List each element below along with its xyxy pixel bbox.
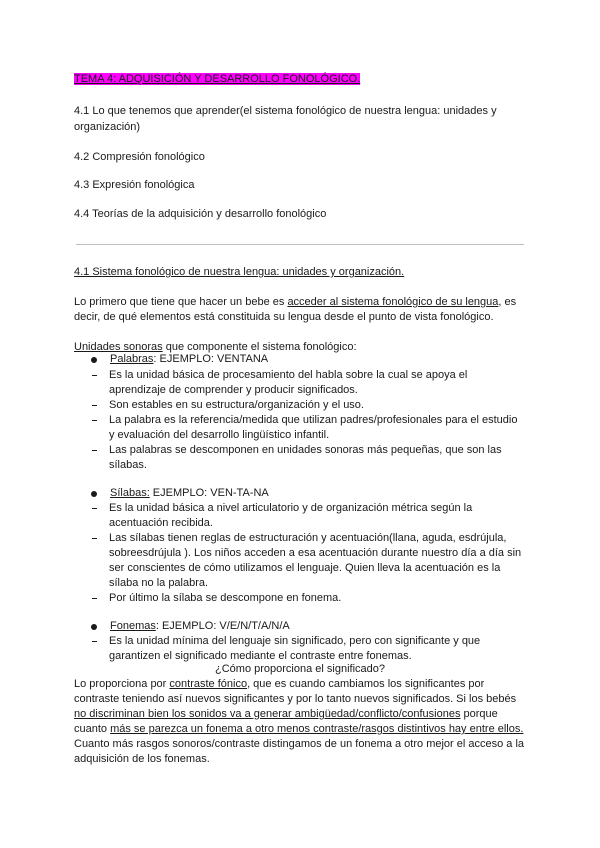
final-text-a: Lo proporciona por [74, 678, 170, 690]
silabas-heading [110, 486, 269, 501]
silabas-item-1-line-1: Es la unidad básica a nivel articulatorio y de organización métrica según la [109, 502, 473, 514]
fonemas-example: : EJEMPLO: V/E/N/T/A/N/A [155, 620, 290, 632]
palabras-item-4-line-2: sílabas. [109, 459, 147, 471]
bullet-dot [91, 357, 97, 363]
dash-marker [92, 375, 97, 376]
units-rest: que componente el sistema fonológico: [162, 341, 357, 353]
palabras-item-4-line-1: Las palabras se descomponen en unidades sonoras más pequeñas, que son las [109, 444, 502, 456]
palabras-item-3-line-2: y evaluación del desarrollo lingüístico infantil. [109, 429, 330, 441]
fonemas-item-1-line-2: garantizen el significado mediante el contraste entre fonemas. [109, 650, 412, 662]
dash-marker [92, 538, 97, 539]
palabras-heading [110, 352, 268, 367]
silabas-item-3: Por último la sílaba se descompone en fonema. [109, 592, 342, 604]
fonemas-item-1-line-1: Es la unidad mínima del lenguaje sin significado, pero con significante y que [109, 635, 481, 647]
bullet-dot [91, 491, 97, 497]
silabas-item-2-line-1: Las sílabas tienen reglas de estructuración y acentuación(llana, aguda, esdrújula, [109, 532, 507, 544]
title-text: TEMA 4: ADQUISICIÓN Y DESARROLLO FONOLÓGICO. [74, 73, 361, 85]
silabas-item-2-line-2: sobreesdrújula ). Los niños acceden a esa acentuación durante nuestro día a día sin [109, 547, 522, 559]
bullet-dot [91, 624, 97, 630]
dash-marker [92, 450, 97, 451]
fonemas-heading [110, 619, 290, 634]
toc-item-2: 4.2 Compresión fonológico [74, 151, 205, 163]
palabras-example: : EJEMPLO: VENTANA [153, 353, 269, 365]
palabras-item-1-line-1: Es la unidad básica de procesamiento del habla sobre la cual se apoya el [109, 369, 468, 381]
intro-text-b: , es [498, 296, 517, 308]
palabras-item-2: Son estables en su estructura/organización y el uso. [109, 399, 364, 411]
question-line: ¿Cómo proporciona el significado? [215, 663, 385, 675]
dash-marker [92, 405, 97, 406]
page-title [74, 72, 360, 87]
toc-item-1-line-1: 4.1 Lo que tenemos que aprender(el sistema fonológico de nuestra lengua: unidades y [74, 105, 497, 117]
intro-text-a: Lo primero que tiene que hacer un bebe es [74, 296, 288, 308]
final-line-5: Cuanto más rasgos sonoros/contraste distingamos de un fonema a otro mejor el acceso a la [74, 738, 525, 750]
toc-item-1-line-2: organización) [74, 121, 141, 133]
final-text-d: cuanto [74, 723, 111, 735]
silabas-item-1-line-2: acentuación recibida. [109, 517, 213, 529]
dash-marker [92, 598, 97, 599]
dash-marker [92, 508, 97, 509]
final-underlined-3: más se parezca un fonema a otro menos contraste/rasgos distintivos hay entre ellos. [110, 723, 524, 735]
toc-item-4: 4.4 Teorías de la adquisición y desarrollo fonológico [74, 208, 327, 220]
units-underlined: Unidades sonoras [74, 341, 163, 353]
final-line-1 [74, 677, 484, 692]
intro-line-1 [74, 295, 516, 310]
final-text-c: porque [460, 708, 498, 720]
final-line-3 [74, 707, 498, 722]
final-underlined-1: contraste fónico [169, 678, 248, 690]
silabas-item-2-line-4: sílaba no la palabra. [109, 577, 209, 589]
final-underlined-2: no discriminan bien los sonidos va a generar ambigüedad/conflicto/confusiones [74, 708, 461, 720]
final-line-4 [74, 722, 523, 737]
silabas-label: Sílabas: [110, 487, 150, 499]
dash-marker [92, 641, 97, 642]
final-line-6: adquisición de los fonemas. [74, 753, 210, 765]
palabras-label: Palabras [110, 353, 154, 365]
silabas-example: EJEMPLO: VEN-TA-NA [149, 487, 269, 499]
final-line-2: contraste teniendo así nuevos significantes y por lo tanto nuevos significados. Si los bebés [74, 693, 517, 705]
fonemas-label: Fonemas [110, 620, 156, 632]
section-heading: 4.1 Sistema fonológico de nuestra lengua: unidades y organización. [74, 266, 405, 278]
toc-item-3: 4.3 Expresión fonológica [74, 179, 195, 191]
palabras-item-3-line-1: La palabra es la referencia/medida que utilizan padres/profesionales para el estudio [109, 414, 518, 426]
final-text-b: , que es cuando cambiamos los significantes por [247, 678, 485, 690]
dash-marker [92, 420, 97, 421]
intro-underlined: acceder al sistema fonológico de su lengua [287, 296, 499, 308]
silabas-item-2-line-3: ser conscientes de cómo utilizamos el lenguaje. Quien lleva la acentuación es la [109, 562, 501, 574]
horizontal-divider [76, 244, 524, 245]
palabras-item-1-line-2: aprendizaje de comprender y producir significados. [109, 384, 358, 396]
intro-line-2: decir, de qué elementos está constituida su lengua desde el punto de vista fonológico. [74, 311, 494, 323]
